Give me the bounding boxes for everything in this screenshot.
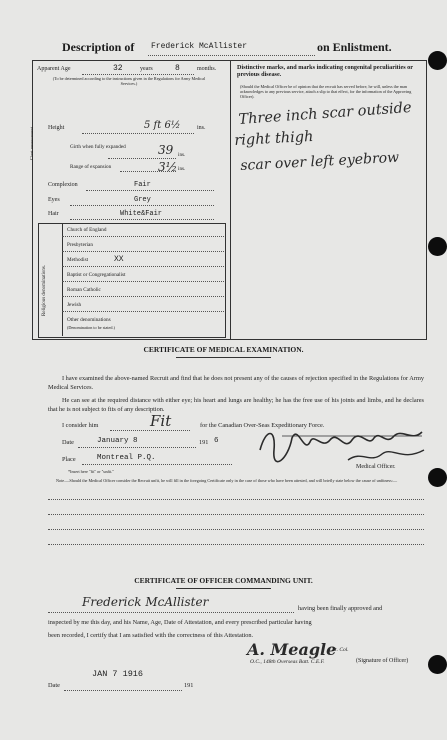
eyes-value: Grey [134,196,151,204]
hair-label: Hair [48,211,59,217]
religion-roman-catholic: Roman Catholic [67,287,101,293]
commanding-year-label: 191 [184,682,194,689]
medical-year-label: 191 [199,439,209,446]
commanding-line-1: having been finally approved and [298,605,383,612]
girth-ins: ins. [178,152,186,158]
religion-line-5 [62,296,224,297]
commanding-line-2: inspected by me this day, and his Name, Age, Date of Attestation, and every prescribed particular having [48,619,312,626]
religion-church-of-england: Church of England [67,227,107,233]
religion-methodist: Methodist [67,257,89,263]
religion-line-2 [62,251,224,252]
religion-side-label: Religious denominations. [42,264,47,316]
medical-place-line [82,464,232,465]
religion-line-3 [62,266,224,267]
months-label: months. [197,66,217,72]
religion-divider [62,223,63,336]
unfit-line-2 [48,514,424,515]
commanding-line-3: been recorded, I certify that I am satisfied with the correctness of this Attestation. [48,632,254,639]
title-line [148,55,315,56]
girth-value: 39 [158,143,174,157]
girth-label: Girth when fully expanded [70,144,126,150]
commanding-name-line [48,612,294,613]
marks-line-3: scar over left eyebrow [240,149,400,174]
girth-line [108,158,176,159]
age-years: 32 [113,64,123,73]
recruit-name: Frederick McAllister [151,42,248,51]
marks-line-2: right thigh [234,128,314,149]
medical-para-1: I have examined the above-named Recruit and find that he does not present any of the causes of rejection specified in the Regulations for Army Medical Services. [48,375,424,391]
religion-jewish: Jewish [67,302,82,308]
medical-date-line [78,447,196,448]
medical-heading: CERTIFICATE OF MEDICAL EXAMINATION. [143,345,304,354]
range-ins: ins. [178,166,186,172]
medical-officer-label: Medical Officer. [356,464,396,470]
commanding-heading: CERTIFICATE OF OFFICER COMMANDING UNIT. [134,576,313,585]
medical-heading-rule [176,357,271,358]
medical-year-value: 6 [214,437,219,445]
medical-note: Note.—Should the Medical Officer consider the Recruit unfit, he will fill in the foregoing Certificate only in the case of those who have been attested, and will briefly state below the cause of unfitness:— [56,478,398,483]
commanding-date-line [64,690,182,691]
religion-line-1 [62,236,224,237]
age-note: (To be determined according to the instructions given in the Regulations for Army Medical Services.) [52,76,206,86]
age-line [82,74,194,75]
unfit-line-3 [48,529,424,530]
marks-heading: Distinctive marks, and marks indicating congenital peculiarities or previous disease. [237,64,413,78]
unfit-line-4 [48,544,424,545]
religion-methodist-mark: XX [114,255,124,264]
commanding-unit: O.C., 148th Overseas Batt. C.E.F. [250,659,325,665]
height-line [82,133,194,134]
punch-hole-bottom [428,655,447,674]
religion-line-6 [62,311,224,312]
medical-date-label: Date [62,439,74,446]
eyes-line [70,205,214,206]
consider-line [110,430,190,431]
page-title-right: on Enlistment. [317,40,392,54]
range-value: 3½ [158,160,178,174]
punch-hole-upper [428,237,447,256]
commanding-heading-rule [176,588,271,589]
height-value: 5 ft 6½ [144,120,181,131]
complexion-label: Complexion [48,182,78,188]
religion-baptist: Baptist or Congregationalist [67,272,126,278]
consider-value: Fit [150,412,172,430]
complexion-line [86,190,214,191]
age-months: 8 [175,64,180,73]
marks-note: (Should the Medical Officer be of opinion that the recruit has served before, he will, unless the man acknowledges to any previous service, attach a slip to that effect, for the information of the Approving Officer). [240,84,412,99]
commanding-name: Frederick McAllister [82,595,209,609]
religion-note: (Denomination to be stated.) [67,325,115,330]
consider-prefix: I consider him [62,422,99,429]
medical-place-value: Montreal P.Q. [97,454,156,462]
punch-hole-top [428,51,447,70]
complexion-value: Fair [134,181,151,189]
medical-para-2: He can see at the required distance with either eye; his heart and lungs are healthy; he has the free use of his joints and limbs, and he declares that he is not subject to fits of any description. [48,397,424,413]
medical-place-label: Place [62,456,76,463]
punch-hole-lower [428,468,447,487]
consider-suffix: for the Canadian Over-Seas Expeditionary Force. [200,422,325,429]
height-ins: ins. [197,125,206,131]
hair-line [70,219,214,220]
religion-line-4 [62,281,224,282]
commanding-date-label: Date [48,682,60,689]
height-label: Height [48,125,65,131]
page-title-left: Description of [62,40,135,54]
column-divider [230,60,231,340]
commanding-rank: Lt. Col. [332,647,349,653]
stamp-date: JAN 7 1916 [92,669,144,679]
chest-side-label: Chest measurement [29,127,34,160]
range-line [120,171,176,172]
medical-officer-signature [252,420,432,468]
religion-presbyterian: Presbyterian [67,242,93,248]
insert-note: *Insert here "fit" or "unfit." [68,469,115,474]
hair-value: White&Fair [120,210,163,218]
medical-date-value: January 8 [97,437,138,445]
commanding-signature: A. Meagle [247,640,337,659]
years-label: years [140,66,153,72]
signature-of-officer-label: (Signature of Officer) [356,658,409,664]
religion-other: Other denominations [67,317,111,323]
unfit-line-1 [48,499,424,500]
eyes-label: Eyes [48,197,60,203]
marks-line-1: Three inch scar outside [238,99,413,128]
apparent-age-label: Apparent Age [37,66,71,72]
range-label: Range of expansion [70,164,112,170]
